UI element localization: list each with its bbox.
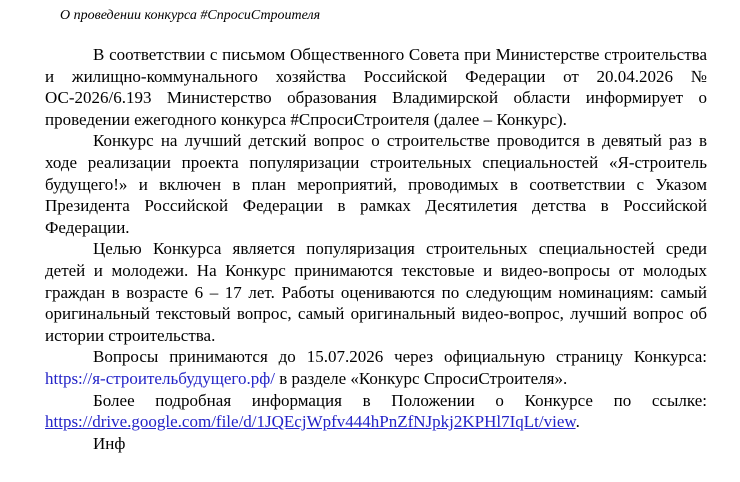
deadline-text: Вопросы принимаются до 15.07.2026 через официальную страницу Конкурса: [93, 347, 707, 367]
regulations-drive-link[interactable]: https://drive.google.com/file/d/1JQEcjWpfv444hPnZfNJpkj2KPHl7IqLt/view [45, 412, 576, 432]
letter-body [45, 44, 707, 454]
paragraph-contest-goal: Целью Конкурса является популяризация строительных специальностей среди детей и молодежи. На Конкурс принимаются текстовые и видео-вопросы от молодых граждан в возрасте 6 – 17 лет. Работы оцениваются по следующим номинациям: самый оригинальный текстовый вопрос, самый оригинальный видео-вопрос, лучший вопрос об истории строительства. [45, 239, 707, 345]
regulations-text: Более подробная информация в Положении о Конкурсе по ссылке: [93, 390, 707, 410]
paragraph-submission-deadline [45, 346, 707, 389]
paragraph-reference-letter: В соответствии с письмом Общественного Совета при Министерстве строительства и жилищно-коммунального хозяйства Российской Федерации от 20.04.2026 № ОС-2026/6.193 Министерство образования Владимирской области информирует о проведении ежегодного конкурса #СпросиСтроителя (далее – Конкурс). [45, 45, 707, 129]
regulations-text-end: . [575, 412, 580, 432]
paragraph-regulations-link [45, 390, 707, 433]
paragraph-cutoff: Инф [93, 433, 126, 453]
paragraph-contest-description: Конкурс на лучший детский вопрос о строительстве проводится в девятый раз в ходе реализации проекта популяризации строительных специальностей «Я-строитель будущего!» и включен в план мероприятий, проводимых в соответствии с Указом Президента Российской Федерации в рамках Десятилетия детства в Российской Федерации. [45, 131, 707, 237]
letter-subject: О проведении конкурса #СпросиСтроителя [60, 8, 321, 23]
contest-site-link[interactable]: https://я-строительбудущего.рф/ [45, 368, 275, 388]
letter-page [45, 0, 707, 482]
deadline-text-end: в разделе «Конкурс СпросиСтроителя». [274, 368, 568, 388]
